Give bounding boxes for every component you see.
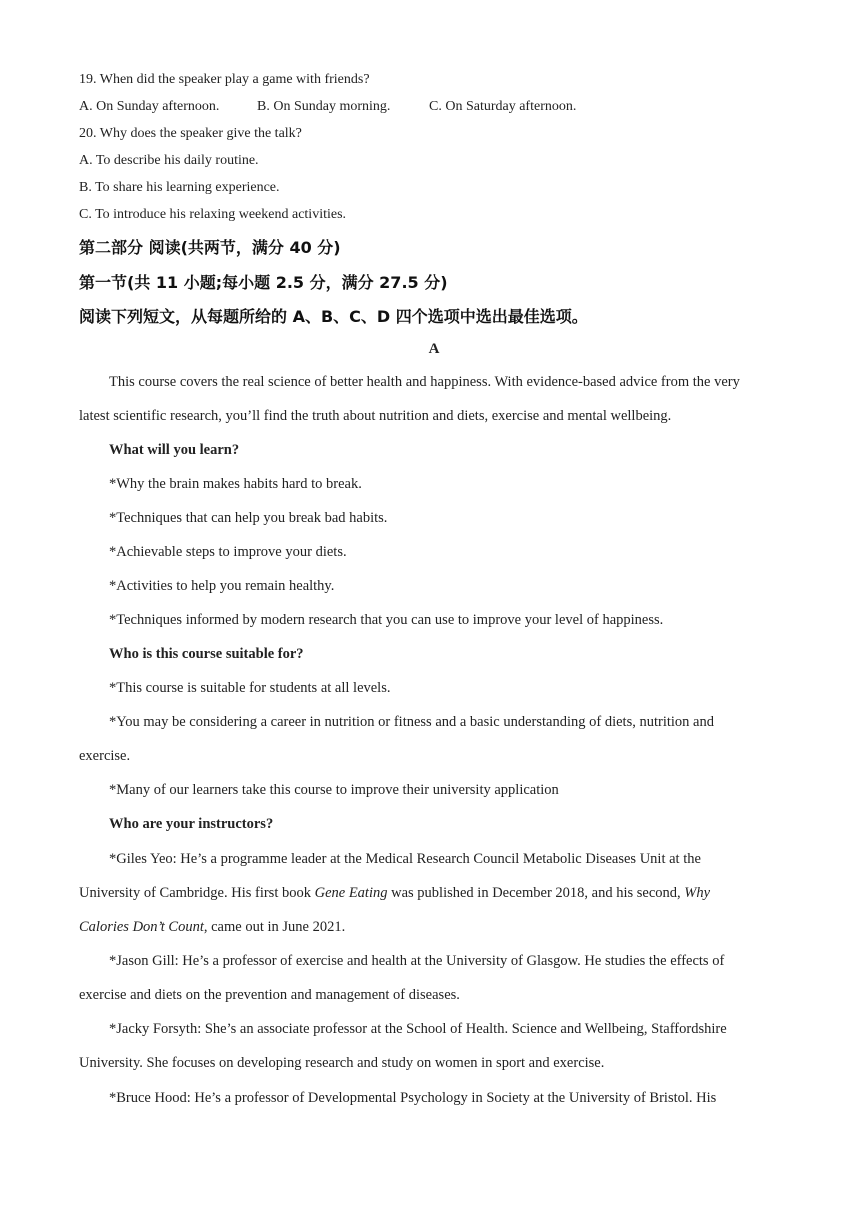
learn-item: *Achievable steps to improve your diets. xyxy=(109,544,347,560)
learn-heading: What will you learn? xyxy=(109,442,240,458)
learn-item: *Techniques that can help you break bad habits. xyxy=(109,510,388,526)
passage-letter: A xyxy=(428,341,440,357)
question-20-option-c: C. To introduce his relaxing weekend activities. xyxy=(79,207,347,222)
suitable-item-1: *This course is suitable for students at all levels. xyxy=(109,680,391,696)
question-19-options xyxy=(79,99,576,115)
giles-text: was published in December 2018, and his second, xyxy=(387,885,685,901)
instructor-giles-line-3 xyxy=(79,919,345,936)
instructor-jason-line-2: exercise and diets on the prevention and management of diseases. xyxy=(79,987,460,1003)
intro-line-1: This course covers the real science of better health and happiness. With evidence-based advice from the very xyxy=(109,374,740,390)
learn-item: *Techniques informed by modern research that you can use to improve your level of happiness. xyxy=(109,612,664,628)
instructor-bruce-line-1: *Bruce Hood: He’s a professor of Developmental Psychology in Society at the University of Bristol. His xyxy=(109,1090,717,1106)
question-20-option-b: B. To share his learning experience. xyxy=(79,180,280,195)
suitable-item-3: *Many of our learners take this course to improve their university application xyxy=(109,782,559,798)
instructor-jacky-line-2: University. She focuses on developing research and study on women in sport and exercise. xyxy=(79,1055,605,1071)
option-b: B. On Sunday morning. xyxy=(257,99,391,114)
suitable-heading: Who is this course suitable for? xyxy=(109,646,304,662)
suitable-item-2-cont: exercise. xyxy=(79,748,131,764)
instructor-jason-line-1: *Jason Gill: He’s a professor of exercise and health at the University of Glasgow. He studies the effects of xyxy=(109,953,725,969)
instructor-jacky-line-1: *Jacky Forsyth: She’s an associate professor at the School of Health. Science and Wellbeing, Staffordshire xyxy=(109,1021,727,1037)
learn-item: *Why the brain makes habits hard to break. xyxy=(109,476,362,492)
option-c: C. On Saturday afternoon. xyxy=(429,99,577,114)
giles-text: University of Cambridge. His first book xyxy=(79,885,315,901)
reading-instruction: 阅读下列短文，从每题所给的 A、B、C、D 四个选项中选出最佳选项。 xyxy=(79,307,588,326)
learn-item: *Activities to help you remain healthy. xyxy=(109,578,335,594)
part-two-heading: 第二部分 阅读(共两节，满分 40 分) xyxy=(79,238,341,257)
suitable-item-2: *You may be considering a career in nutrition or fitness and a basic understanding of diets, nutrition and xyxy=(109,714,714,730)
section-one-heading: 第一节(共 11 小题;每小题 2.5 分，满分 27.5 分) xyxy=(79,273,448,292)
book-title-gene-eating: Gene Eating xyxy=(314,885,388,901)
option-a: A. On Sunday afternoon. xyxy=(79,99,220,114)
question-19: 19. When did the speaker play a game with friends? xyxy=(79,72,370,87)
intro-line-2: latest scientific research, you’ll find the truth about nutrition and diets, exercise and mental wellbeing. xyxy=(79,408,672,424)
giles-text: , came out in June 2021. xyxy=(203,919,346,935)
book-title-calories: Calories Don’t Count xyxy=(79,919,204,935)
question-20: 20. Why does the speaker give the talk? xyxy=(79,126,302,141)
instructor-giles-line-1: *Giles Yeo: He’s a programme leader at the Medical Research Council Metabolic Diseases Unit at the xyxy=(109,851,701,867)
instructors-heading: Who are your instructors? xyxy=(109,816,274,832)
book-title-why: Why xyxy=(684,885,711,901)
instructor-giles-line-2 xyxy=(79,885,710,902)
question-20-option-a: A. To describe his daily routine. xyxy=(79,153,259,168)
